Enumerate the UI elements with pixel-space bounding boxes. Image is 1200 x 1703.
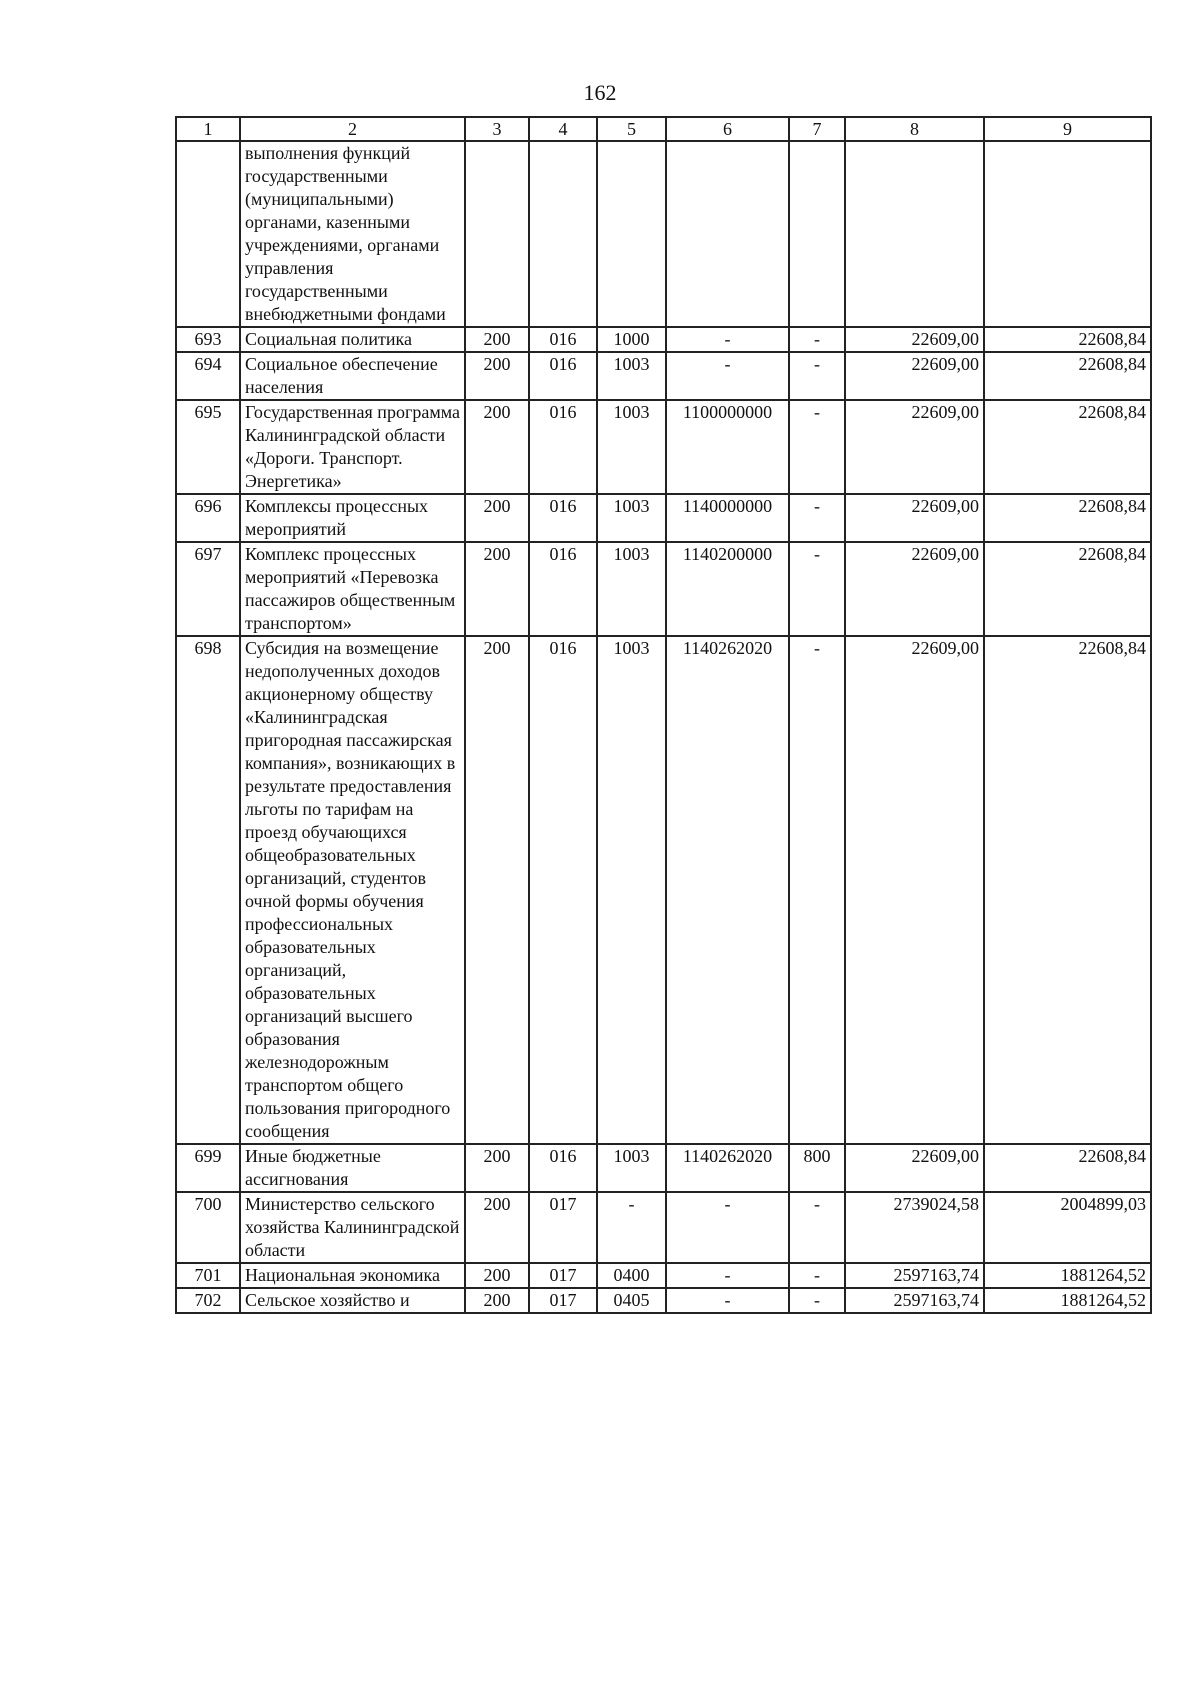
- row-name: Сельское хозяйство и: [240, 1288, 465, 1313]
- cell-col6: -: [666, 352, 789, 400]
- page-number: 162: [583, 80, 617, 105]
- cell-col3: 200: [465, 1192, 529, 1263]
- row-name: Государственная программа Калининградской области «Дороги. Транспорт. Энергетика»: [240, 400, 465, 494]
- row-name: Комплекс процессных мероприятий «Перевозка пассажиров общественным транспортом»: [240, 542, 465, 636]
- cell-col5: -: [597, 1192, 666, 1263]
- cell-col4: 017: [529, 1192, 597, 1263]
- cell-col8: 22609,00: [845, 400, 984, 494]
- cell-col6: -: [666, 1192, 789, 1263]
- cell-col9: 22608,84: [984, 636, 1151, 1144]
- cell-col7: [789, 141, 845, 327]
- table-row: [176, 1192, 1151, 1263]
- cell-col6: 1140000000: [666, 494, 789, 542]
- row-name: Социальное обеспечение населения: [240, 352, 465, 400]
- row-name: Национальная экономика: [240, 1263, 465, 1288]
- row-number: 702: [176, 1288, 240, 1313]
- column-header: 9: [984, 117, 1151, 141]
- cell-col3: 200: [465, 542, 529, 636]
- cell-col4: 017: [529, 1288, 597, 1313]
- cell-col8: 2597163,74: [845, 1288, 984, 1313]
- table-row: [176, 636, 1151, 1144]
- cell-col3: 200: [465, 1263, 529, 1288]
- cell-col7: -: [789, 494, 845, 542]
- cell-col7: -: [789, 1192, 845, 1263]
- table-row: [176, 1263, 1151, 1288]
- row-name: выполнения функций государственными (муниципальными) органами, казенными учреждениями, органами управления государственными внебюджетными фондами: [240, 141, 465, 327]
- cell-col7: -: [789, 352, 845, 400]
- cell-col4: [529, 141, 597, 327]
- cell-col8: 22609,00: [845, 352, 984, 400]
- cell-col3: 200: [465, 494, 529, 542]
- cell-col9: 22608,84: [984, 542, 1151, 636]
- cell-col3: 200: [465, 352, 529, 400]
- cell-col8: 2739024,58: [845, 1192, 984, 1263]
- row-name: Социальная политика: [240, 327, 465, 352]
- column-header: 5: [597, 117, 666, 141]
- cell-col6: 1140262020: [666, 636, 789, 1144]
- cell-col7: -: [789, 636, 845, 1144]
- cell-col7: -: [789, 1263, 845, 1288]
- cell-col3: 200: [465, 1288, 529, 1313]
- row-number: 696: [176, 494, 240, 542]
- table-row: [176, 352, 1151, 400]
- column-header: 2: [240, 117, 465, 141]
- cell-col7: -: [789, 327, 845, 352]
- cell-col3: 200: [465, 636, 529, 1144]
- row-name: Субсидия на возмещение недополученных доходов акционерному обществу «Калининградская пригородная пассажирская компания», возникающих в результате предоставления льготы по тарифам на проезд обучающихся общеобразовательных организаций, студентов очной формы обучения профессиональных образовательных организаций, образовательных организаций высшего образования железнодорожным транспортом общего пользования пригородного сообщения: [240, 636, 465, 1144]
- cell-col8: 22609,00: [845, 636, 984, 1144]
- cell-col9: 22608,84: [984, 352, 1151, 400]
- cell-col9: 2004899,03: [984, 1192, 1151, 1263]
- cell-col8: 2597163,74: [845, 1263, 984, 1288]
- cell-col4: 016: [529, 1144, 597, 1192]
- cell-col3: 200: [465, 327, 529, 352]
- column-header: 3: [465, 117, 529, 141]
- cell-col8: 22609,00: [845, 327, 984, 352]
- column-header: 4: [529, 117, 597, 141]
- header-row: [176, 117, 1151, 141]
- row-number: 695: [176, 400, 240, 494]
- row-number: 700: [176, 1192, 240, 1263]
- row-number: 699: [176, 1144, 240, 1192]
- row-name: Комплексы процессных мероприятий: [240, 494, 465, 542]
- cell-col5: 1003: [597, 400, 666, 494]
- column-header: 7: [789, 117, 845, 141]
- cell-col5: 1003: [597, 494, 666, 542]
- budget-table: [175, 116, 1152, 1314]
- cell-col4: 016: [529, 352, 597, 400]
- row-number: 701: [176, 1263, 240, 1288]
- cell-col6: 1100000000: [666, 400, 789, 494]
- row-name: Иные бюджетные ассигнования: [240, 1144, 465, 1192]
- cell-col3: 200: [465, 1144, 529, 1192]
- cell-col5: 1003: [597, 636, 666, 1144]
- cell-col9: 22608,84: [984, 327, 1151, 352]
- cell-col5: 0400: [597, 1263, 666, 1288]
- row-number: 697: [176, 542, 240, 636]
- cell-col8: [845, 141, 984, 327]
- table-row: [176, 327, 1151, 352]
- cell-col9: 22608,84: [984, 400, 1151, 494]
- cell-col6: [666, 141, 789, 327]
- cell-col8: 22609,00: [845, 1144, 984, 1192]
- cell-col5: 1003: [597, 542, 666, 636]
- cell-col6: 1140200000: [666, 542, 789, 636]
- cell-col4: 016: [529, 494, 597, 542]
- cell-col4: 016: [529, 327, 597, 352]
- cell-col4: 016: [529, 636, 597, 1144]
- column-header: 6: [666, 117, 789, 141]
- row-number: 698: [176, 636, 240, 1144]
- row-name: Министерство сельского хозяйства Калининградской области: [240, 1192, 465, 1263]
- cell-col7: -: [789, 1288, 845, 1313]
- cell-col5: 1003: [597, 1144, 666, 1192]
- column-header: 8: [845, 117, 984, 141]
- cell-col9: 22608,84: [984, 1144, 1151, 1192]
- cell-col4: 017: [529, 1263, 597, 1288]
- cell-col6: -: [666, 1288, 789, 1313]
- cell-col8: 22609,00: [845, 542, 984, 636]
- cell-col4: 016: [529, 400, 597, 494]
- cell-col9: 1881264,52: [984, 1263, 1151, 1288]
- cell-col5: 1003: [597, 352, 666, 400]
- cell-col6: -: [666, 1263, 789, 1288]
- cell-col7: -: [789, 542, 845, 636]
- cell-col9: 1881264,52: [984, 1288, 1151, 1313]
- cell-col5: 1000: [597, 327, 666, 352]
- cell-col7: -: [789, 400, 845, 494]
- column-header: 1: [176, 117, 240, 141]
- table-row: [176, 1144, 1151, 1192]
- cell-col8: 22609,00: [845, 494, 984, 542]
- cell-col6: -: [666, 327, 789, 352]
- table-row: [176, 1288, 1151, 1313]
- cell-col7: 800: [789, 1144, 845, 1192]
- cell-col4: 016: [529, 542, 597, 636]
- table-row: [176, 494, 1151, 542]
- cell-col5: 0405: [597, 1288, 666, 1313]
- cell-col9: [984, 141, 1151, 327]
- cell-col5: [597, 141, 666, 327]
- table-row: [176, 141, 1151, 327]
- table-row: [176, 400, 1151, 494]
- cell-col3: [465, 141, 529, 327]
- row-number: 693: [176, 327, 240, 352]
- cell-col9: 22608,84: [984, 494, 1151, 542]
- cell-col6: 1140262020: [666, 1144, 789, 1192]
- cell-col3: 200: [465, 400, 529, 494]
- table-row: [176, 542, 1151, 636]
- row-number: [176, 141, 240, 327]
- row-number: 694: [176, 352, 240, 400]
